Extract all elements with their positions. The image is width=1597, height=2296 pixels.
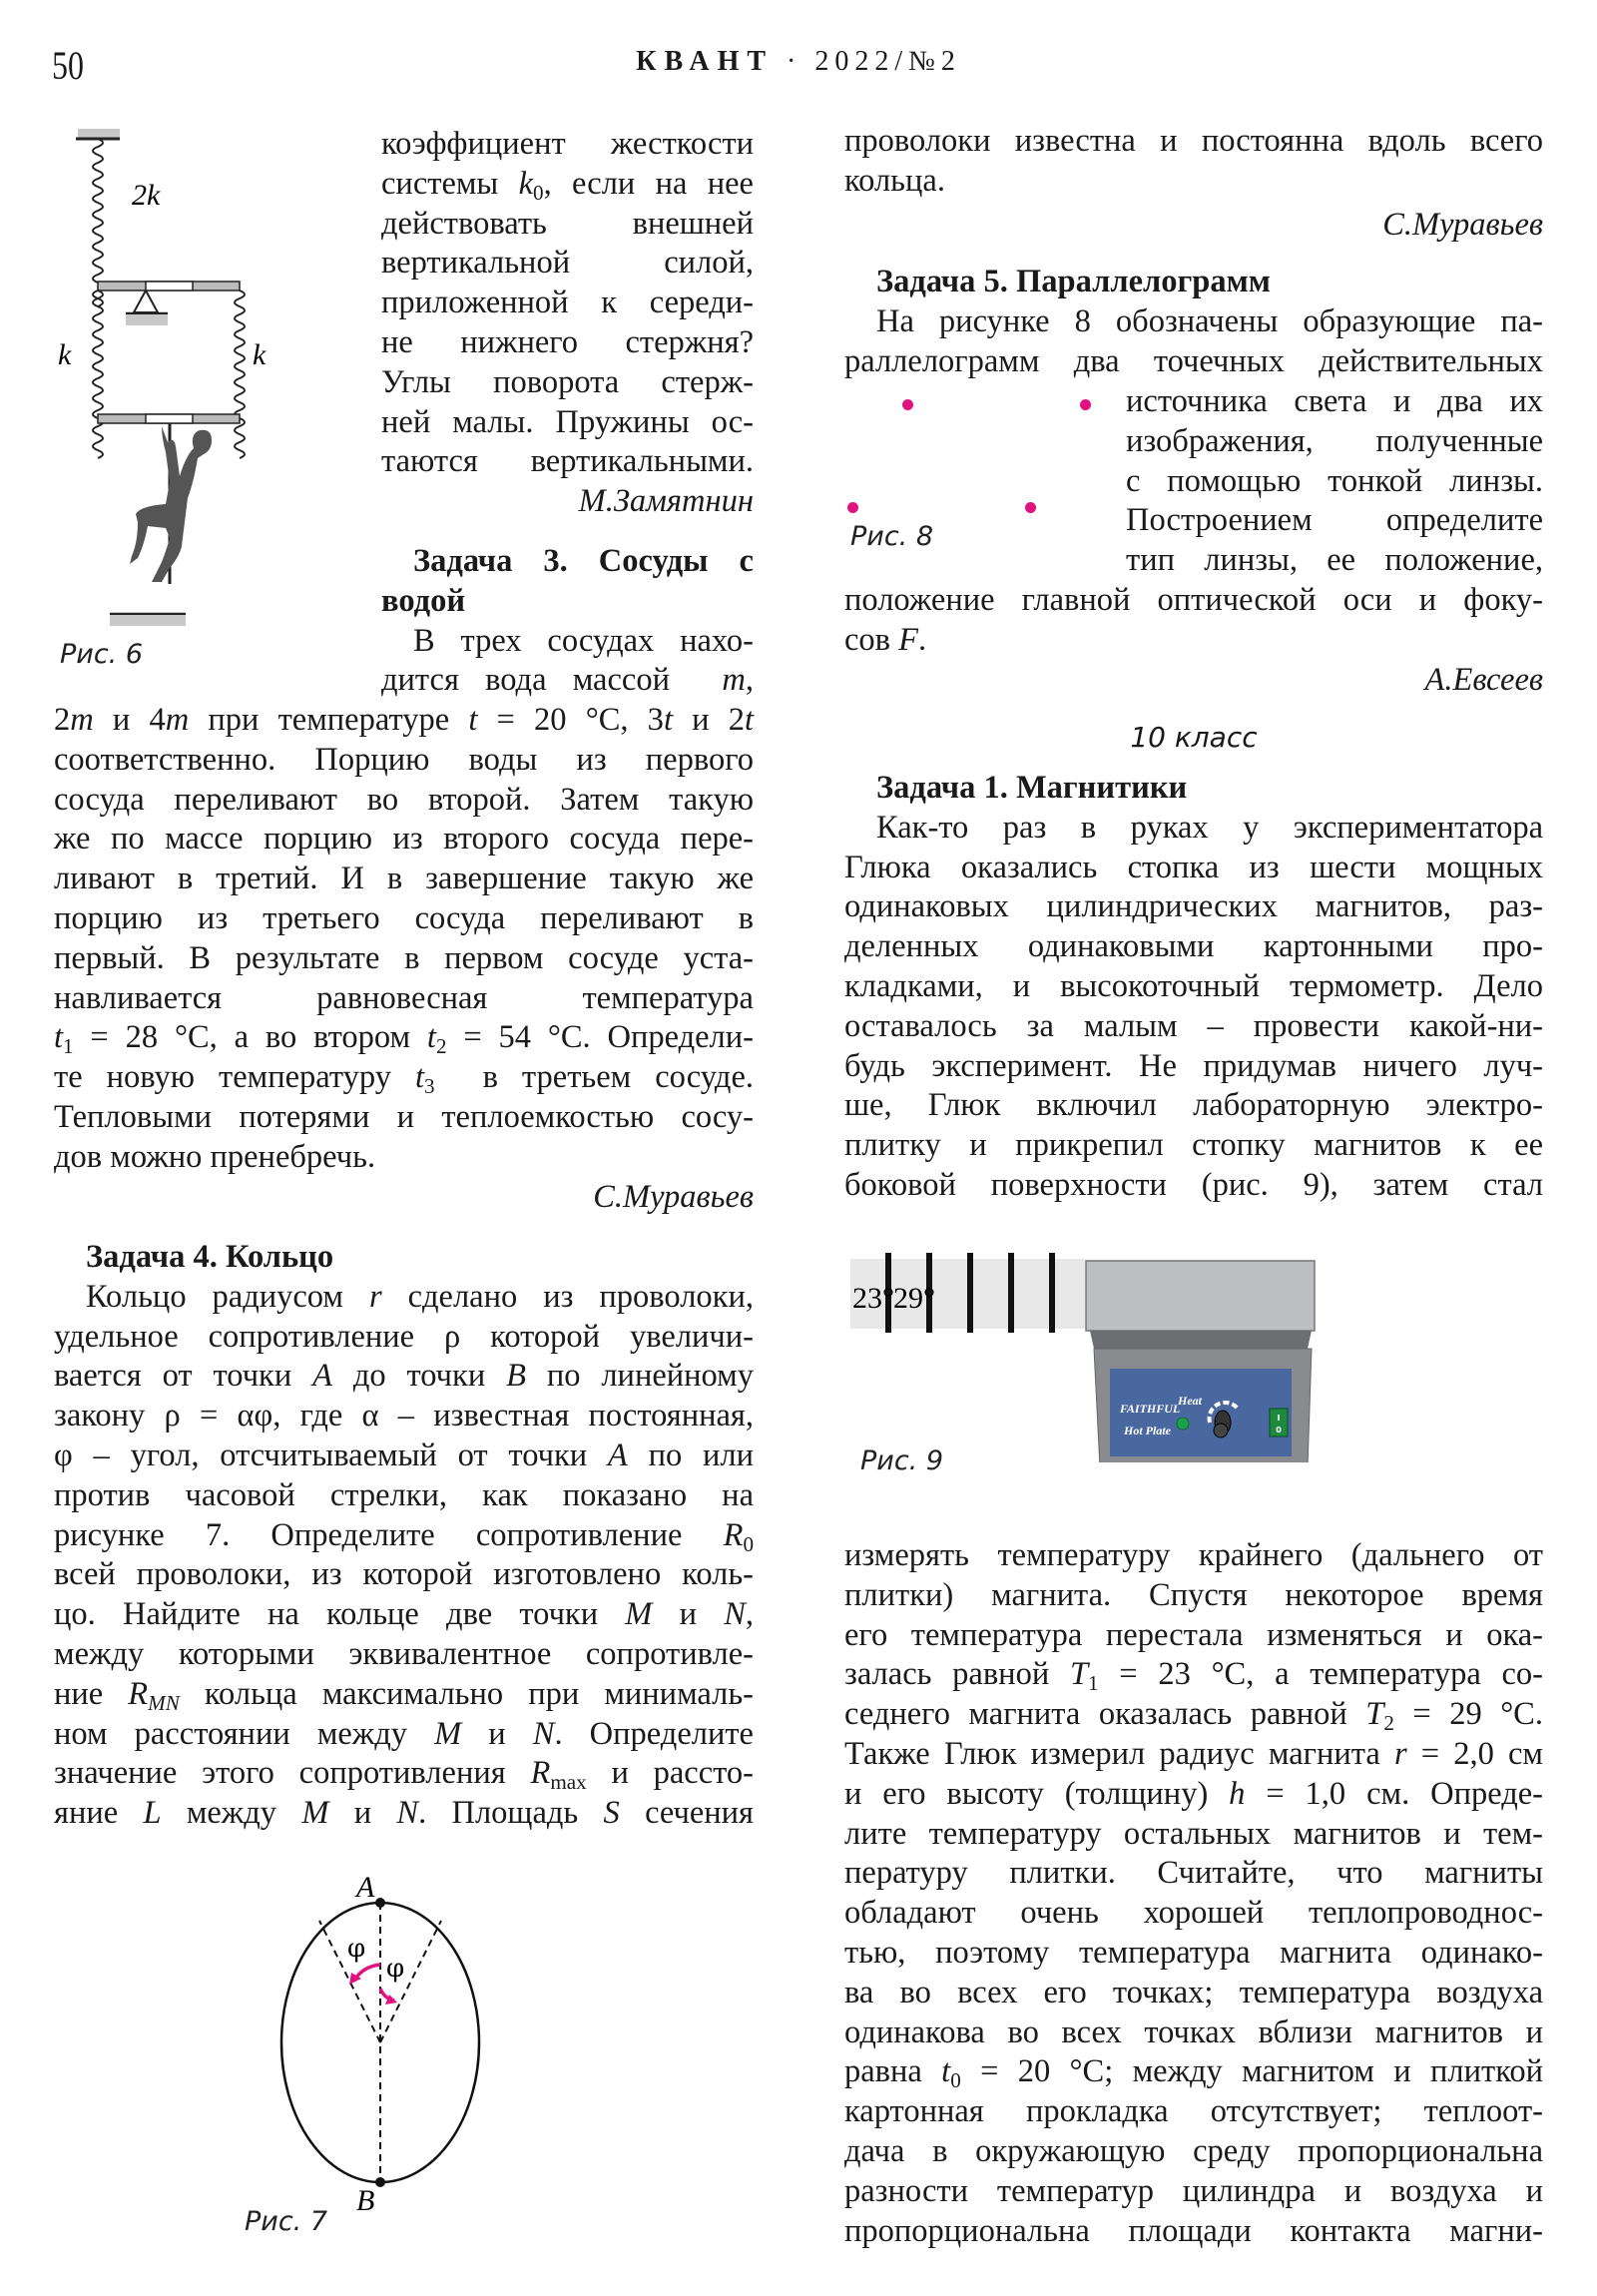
task5-title: Задача 5. Параллелограмм (876, 264, 1271, 299)
temp-label-t1: 23° (852, 1282, 894, 1315)
switch-on-label: I (1277, 1414, 1281, 1423)
text-line: против часовой стрелки, как показано на (54, 1476, 754, 1513)
text-line: дов можно пренебречь. (54, 1138, 376, 1175)
indicator-light-icon (1177, 1418, 1189, 1430)
hotplate-top (1086, 1261, 1315, 1331)
text-line: деленных одинаковыми картонными про- (844, 928, 1543, 965)
text-line: удельное сопротивление ρ которой увеличи- (54, 1318, 754, 1355)
task1-continued (844, 1536, 1543, 2251)
brand-sub-label: Heat (1178, 1394, 1202, 1408)
text-line: положение главной оптической оси и фоку- (844, 582, 1543, 618)
task2-tail-text (381, 125, 754, 522)
text-line: одинакова во всех точках вблизи магнитов и (844, 2013, 1543, 2050)
spacer (967, 1253, 973, 1333)
header-separator: · (787, 46, 802, 77)
text-line: проволоки известна и постоянна вдоль всего (844, 123, 1543, 159)
text-line: первый. В результате в первом сосуде уста- (54, 939, 754, 976)
text-line: кладками, и высокоточный термометр. Дело (844, 967, 1543, 1004)
text-line: седнего магнита оказалась равной $T_2 = 29$ °C. (844, 1696, 1543, 1736)
text-line: действовать внешней (381, 205, 754, 242)
text-line: приложенной к середи- (381, 285, 754, 321)
figure-9-caption: Рис. 9 (860, 1445, 944, 1476)
pivot-support (134, 290, 158, 312)
text-line: его температура перестала изменяться и ока- (844, 1616, 1543, 1653)
section-heading: 10 класс (1130, 721, 1258, 754)
text-line: дача в окружающую среду пропорциональна (844, 2132, 1543, 2169)
figure-8-dot (1025, 502, 1036, 513)
issue-number: 2022/№2 (814, 46, 961, 77)
text-line: вертикальной силой, (381, 245, 754, 282)
text-line: порцию из третьего сосуда переливают в (54, 899, 754, 936)
text-line: ливают в третий. И в завершение такую же (54, 861, 754, 897)
floor (110, 615, 186, 626)
spring-k-left (93, 290, 103, 458)
task5-body (844, 263, 1543, 381)
text-line: Как-то раз в руках у экспериментатора (876, 809, 1543, 846)
text-line: ше, Глюк включил лабораторную электро- (844, 1087, 1543, 1124)
text-line: Тепловыми потерями и теплоемкостью сосу- (54, 1098, 754, 1135)
text-line: Глюка оказались стопка из шести мощных (844, 849, 1543, 885)
text-line: Также Глюк измерил радиус магнита r = 2,0 см (844, 1735, 1544, 1772)
text-line: На рисунке 8 обозначены образующие па- (876, 302, 1543, 339)
label-a: A (356, 1877, 375, 1904)
text-line: залась равной $T_1 = 23$ °C, а температура со- (844, 1656, 1543, 1696)
text-line: ней малы. Пружины ос- (381, 403, 754, 440)
text-line: будь эксперимент. Не придумав ничего луч- (844, 1047, 1543, 1084)
text-line: закону ρ = αφ, где α – известная постоянная, (54, 1398, 754, 1435)
text-line: лите температуру остальных магнитов и тем- (844, 1815, 1543, 1852)
running-header (0, 46, 1597, 78)
task5-narrow (1126, 382, 1543, 581)
spring-k-right (235, 290, 245, 458)
figure-8-dot (847, 502, 858, 513)
text-line: коэффициент жесткости (381, 126, 754, 162)
task1-title: Задача 1. Магнитики (876, 770, 1188, 806)
switch-off-label: 0 (1276, 1426, 1282, 1435)
text-line: цо. Найдите на кольце две точки M и N, (54, 1596, 754, 1633)
text-line: системы $k_0$, если на нее (381, 165, 754, 205)
text-line: рисунке 7. Определите сопротивление $R_0$ (54, 1516, 754, 1556)
text-line: плитку и прикрепил стопку магнитов к ее (844, 1127, 1543, 1164)
hotplate-grille (1090, 1331, 1312, 1349)
text-line: навливается равновесная температура (54, 979, 754, 1016)
label-2k: 2k (132, 179, 161, 212)
text-line: ва во всех его точках; температура воздуха (844, 1974, 1543, 2010)
text-line: оставалось за малым – провести какой-ни- (844, 1007, 1543, 1044)
task4-title: Задача 4. Кольцо (86, 1239, 334, 1275)
task3-title: Задача 3. Сосуды с (413, 543, 754, 579)
text-line: те новую температуру $t_3$ в третьем сосуде. (54, 1059, 754, 1099)
task2-author: М.Замятнин (578, 483, 754, 520)
spacer (1049, 1253, 1055, 1333)
task3-body (54, 701, 754, 1217)
task3-title-cont: водой (381, 582, 466, 619)
text-line: пропорциональна площади контакта магни- (844, 2212, 1543, 2249)
angle-label-right: φ (386, 1954, 405, 1984)
text-line: плитки) магнита. Спустя некоторое время (844, 1576, 1543, 1613)
text-line: ние $R_{MN}$ кольца максимально при минималь- (54, 1675, 754, 1715)
text-line: тип линзы, ее положение, (1126, 542, 1543, 579)
text-line: Углы поворота стерж- (381, 363, 754, 400)
text-line: равна $t_0 = 20$ °C; между магнитом и плиткой (844, 2053, 1543, 2093)
figure-9-hotplate-diagram (850, 1243, 1549, 1462)
text-line: и его высоту (толщину) h = 1,0 см. Опреде- (844, 1775, 1543, 1812)
figure-8-dot (1080, 399, 1091, 410)
text-line: ном расстоянии между M и N. Определите (54, 1715, 754, 1752)
text-line: таются вертикальными. (381, 443, 754, 480)
text-line: вается от точки A до точки B по линейному (54, 1358, 755, 1395)
text-line: не нижнего стержня? (381, 323, 754, 360)
text-line: Построением определите (1126, 502, 1543, 539)
label-b: B (356, 2184, 375, 2216)
point-b (375, 2177, 385, 2187)
spacer (1008, 1253, 1014, 1333)
text-line: разности температур цилиндра и воздуха и (844, 2172, 1543, 2209)
task4-tail (844, 122, 1543, 245)
text-line: тью, поэтому температура магнита одинако- (844, 1934, 1543, 1971)
text-line: дится вода массой m, (381, 662, 754, 699)
brand-label: FAITHFUL (1120, 1402, 1181, 1416)
text-line: сов F. (844, 621, 927, 658)
text-line: пературу плитки. Считайте, что магниты (844, 1855, 1543, 1892)
task4-author: С.Муравьев (1382, 206, 1543, 243)
text-line: соответственно. Порцию воды из первого (54, 741, 754, 778)
text-line: всей проволоки, из которой изготовлено коль- (54, 1556, 754, 1593)
figure-6-caption: Рис. 6 (60, 639, 144, 670)
text-line: φ – угол, отсчитываемый от точки A по или (54, 1436, 754, 1473)
text-line: с помощью тонкой линзы. (1126, 462, 1543, 499)
task1-body (844, 769, 1543, 1206)
text-line: картонная прокладка отсутствует; теплоот- (844, 2093, 1543, 2130)
temp-label-t2: 29° (893, 1282, 935, 1315)
figure-7-caption: Рис. 7 (245, 2206, 328, 2237)
figure-7-ring-diagram (200, 1877, 499, 2216)
text-line: измерять температуру крайнего (дальнего от (844, 1537, 1543, 1573)
task5-after (844, 581, 1543, 700)
task4-body (54, 1238, 754, 1834)
text-line: В трех сосудах нахо- (413, 622, 754, 659)
point-a (375, 1898, 385, 1908)
climber-silhouette (130, 426, 212, 582)
task5-author: А.Евсеев (1424, 661, 1543, 698)
figure-6-springs-diagram (50, 125, 369, 634)
text-line: между которыми эквивалентное сопротивле- (54, 1635, 754, 1672)
text-line: изображения, полученные (1126, 422, 1543, 459)
text-line: кольца. (844, 162, 945, 199)
page-number: 50 (52, 43, 84, 88)
task3-heading-block (381, 542, 754, 701)
angle-label-left: φ (347, 1934, 366, 1964)
text-line: значение этого сопротивления $R_{max}$ и рассто- (54, 1755, 755, 1795)
text-line: 2m и 4m при температуре t = 20 °C, 3t и 2t (54, 702, 754, 738)
journal-title: КВАНТ (636, 46, 775, 77)
figure-8-caption: Рис. 8 (850, 521, 934, 552)
text-line: же по массе порцию из второго сосуда пере- (54, 821, 754, 858)
text-line: сосуда переливают во второй. Затем такую (54, 781, 754, 818)
text-line: раллелограмм два точечных действительных (844, 342, 1543, 379)
task3-author: С.Муравьев (593, 1178, 754, 1215)
text-line: яние L между M и N. Площадь S сечения (54, 1795, 755, 1832)
text-line: обладают очень хорошей теплопроводнос- (844, 1895, 1543, 1932)
device-label: Hot Plate (1124, 1424, 1171, 1437)
text-line: одинаковых цилиндрических магнитов, раз- (844, 888, 1543, 925)
text-line: $t_1 = 28$ °C, а во втором $t_2 = 54$ °C. Определи- (54, 1019, 754, 1059)
text-line: Кольцо радиусом r сделано из проволоки, (86, 1278, 754, 1315)
label-k-right: k (253, 338, 266, 371)
text-line: боковой поверхности (рис. 9), затем стал (844, 1166, 1543, 1203)
label-k-left: k (58, 338, 72, 371)
text-line: источника света и два их (1126, 383, 1543, 419)
figure-8-dot (902, 399, 913, 410)
